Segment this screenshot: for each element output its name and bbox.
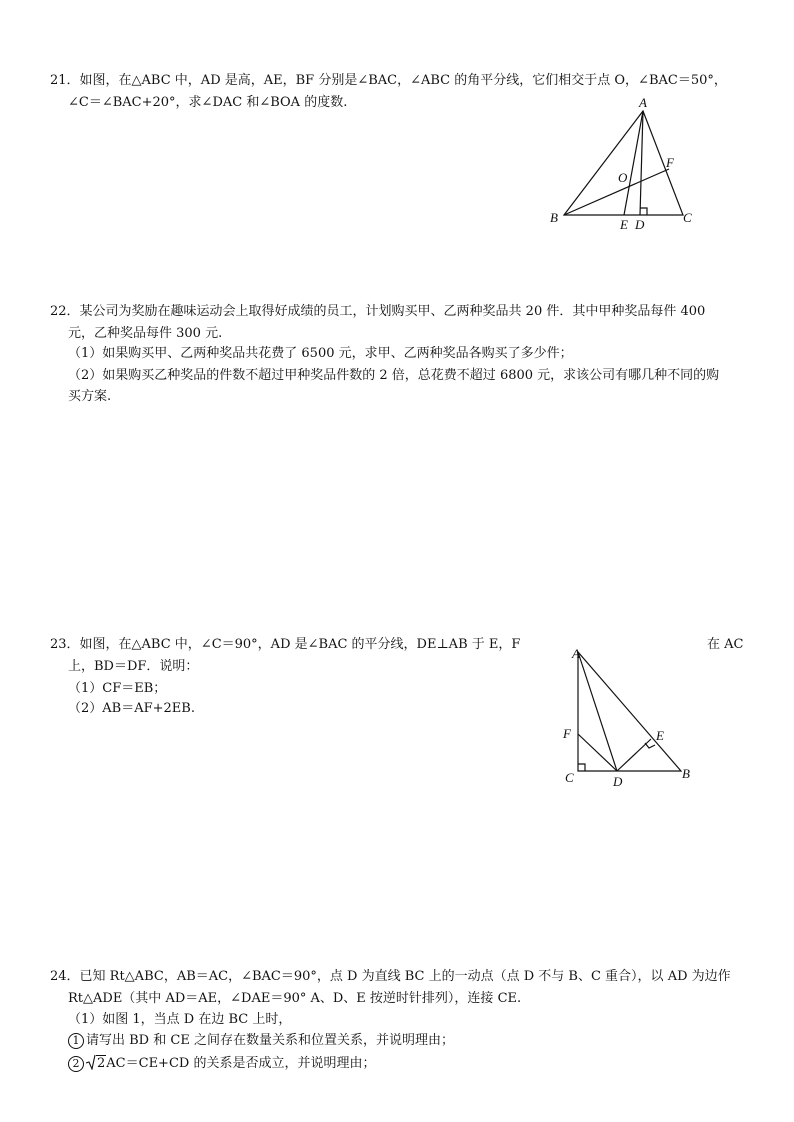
p21-label-o: O	[618, 170, 628, 185]
p21-line1: 21．如图，在△ABC 中，AD 是高，AE，BF 分别是∠BAC，∠ABC 的角平分线，它们相交于点 O，∠BAC＝50°，	[50, 73, 727, 88]
p22-line1: 22．某公司为奖励在趣味运动会上取得好成绩的员工，计划购买甲、乙两种奖品共 20 件．其中甲种奖品每件 400	[50, 304, 706, 319]
p24-item1	[68, 1032, 454, 1050]
p24-item1-text: 请写出 BD 和 CE 之间存在数量关系和位置关系，并说明理由；	[86, 1033, 454, 1048]
p22-line3: （1）如果购买甲、乙两种奖品共花费了 6500 元，求甲、乙两种奖品各购买了多少件；	[68, 346, 573, 361]
p24-sqrt-radicand: 2	[97, 1056, 106, 1071]
p24-item2-text: AC＝CE+CD 的关系是否成立，并说明理由；	[106, 1056, 376, 1071]
sqrt-sign-icon	[86, 1054, 96, 1070]
p23-label-f: F	[563, 726, 571, 741]
p22-line4: （2）如果购买乙种奖品的件数不超过甲种奖品件数的 2 倍，总花费不超过 6800 元，求该公司有哪几种不同的购	[68, 368, 720, 383]
p24-item1-mark: 1	[68, 1033, 84, 1049]
p23-label-a: A	[572, 646, 580, 661]
p21-label-f: F	[666, 155, 674, 170]
p23-label-e: E	[656, 728, 664, 743]
p23-line1a: 23．如图，在△ABC 中，∠C＝90°，AD 是∠BAC 的平分线，DE⊥AB 于 E，F	[50, 637, 521, 652]
p23-line4: （2）AB＝AF+2EB.	[68, 701, 195, 716]
p23-label-d: D	[613, 774, 623, 789]
p24-line3: （1）如图 1，当点 D 在边 BC 上时，	[68, 1012, 292, 1027]
p21-label-c: C	[683, 210, 692, 225]
p24-sqrt	[86, 1054, 106, 1073]
p23-triangle-figure	[555, 640, 705, 790]
p22-line5: 买方案.	[68, 389, 112, 404]
p23-line3: （1）CF＝EB；	[68, 681, 167, 696]
p21-line2: ∠C＝∠BAC+20°，求∠DAC 和∠BOA 的度数.	[68, 95, 348, 110]
p24-line1: 24．已知 Rt△ABC，AB＝AC，∠BAC＝90°，点 D 为直线 BC 上的一动点（点 D 不与 B、C 重合），以 AD 为边作	[50, 969, 731, 984]
p21-label-d: D	[635, 217, 645, 232]
p24-item2-mark: 2	[68, 1056, 84, 1072]
p21-triangle-figure	[540, 95, 710, 235]
p23-label-b: B	[682, 766, 690, 781]
p23-line2: 上，BD＝DF．说明：	[68, 659, 199, 674]
p21-label-b: B	[550, 210, 558, 225]
p24-item2	[68, 1054, 375, 1073]
p23-line1b: 在 AC	[707, 637, 744, 652]
p23-label-c: C	[565, 770, 574, 785]
p21-label-e: E	[620, 217, 628, 232]
p21-label-a: A	[639, 95, 647, 110]
p24-line2: Rt△ADE（其中 AD＝AE，∠DAE＝90° A、D、E 按逆时针排列），连接 CE.	[68, 991, 522, 1006]
p22-line2: 元，乙种奖品每件 300 元.	[68, 326, 223, 341]
